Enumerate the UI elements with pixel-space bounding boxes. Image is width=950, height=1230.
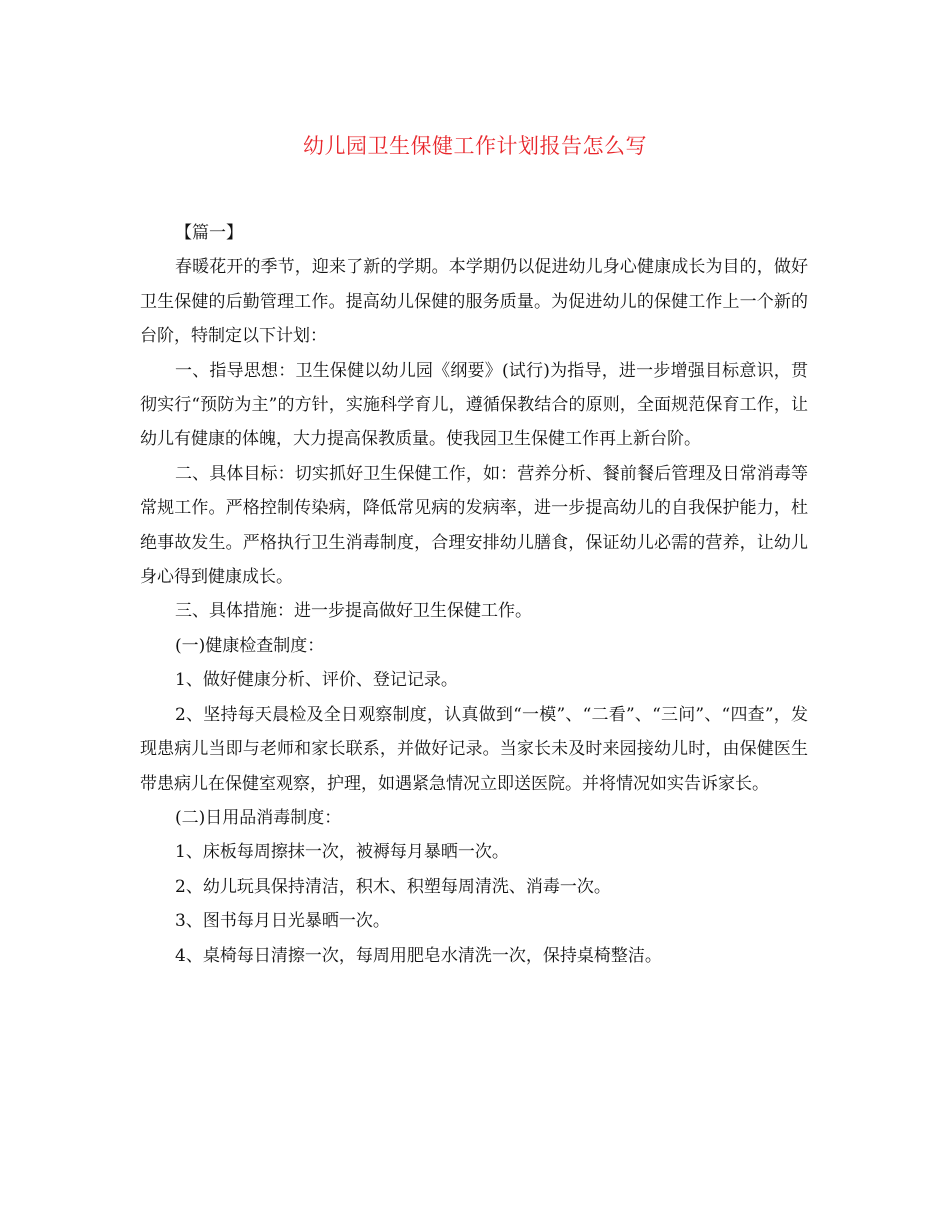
subheading-disinfection: (二)日用品消毒制度： — [175, 807, 342, 828]
list-item: 1、床板每周擦抹一次，被褥每月暴晒一次。 — [175, 842, 509, 863]
list-item: 2、坚持每天晨检及全日观察制度，认真做到“一模”、“二看”、“三问”、“四查”，发现患病儿当即与老师和家长联系，并做好记录。当家长未及时来园接幼儿时，由保健医生带患病儿在保健室观察，护理，如遇紧急情况立即送医院。并将情况如实告诉家长。 — [140, 704, 808, 794]
paragraph-guiding-ideology: 一、指导思想：卫生保健以幼儿园《纲要》(试行)为指导，进一步增强目标意识，贯彻实行“预防为主”的方针，实施科学育儿，遵循保教结合的原则，全面规范保育工作，让幼儿有健康的体魄，大力提高保教质量。使我园卫生保健工作再上新台阶。 — [140, 360, 808, 450]
subheading-health-check: (一)健康检查制度： — [175, 635, 325, 656]
document-body — [140, 216, 808, 973]
document-title: 幼儿园卫生保健工作计划报告怎么写 — [303, 134, 647, 158]
list-item: 4、桌椅每日清擦一次，每周用肥皂水清洗一次，保持桌椅整洁。 — [175, 945, 662, 966]
paragraph-specific-measures: 三、具体措施：进一步提高做好卫生保健工作。 — [175, 601, 532, 622]
list-item: 1、做好健康分析、评价、登记记录。 — [175, 670, 458, 691]
list-item: 2、幼儿玩具保持清洁，积木、积塑每周清洗、消毒一次。 — [175, 876, 611, 897]
section-heading: 【篇一】 — [175, 223, 243, 243]
paragraph-specific-goals: 二、具体目标：切实抓好卫生保健工作，如：营养分析、餐前餐后管理及日常消毒等常规工作。严格控制传染病，降低常见病的发病率，进一步提高幼儿的自我保护能力，杜绝事故发生。严格执行卫生消毒制度，合理安排幼儿膳食，保证幼儿必需的营养，让幼儿身心得到健康成长。 — [140, 463, 808, 588]
list-item: 3、图书每月日光暴晒一次。 — [175, 911, 390, 932]
paragraph-intro: 春暖花开的季节，迎来了新的学期。本学期仍以促进幼儿身心健康成长为目的，做好卫生保健的后勤管理工作。提高幼儿保健的服务质量。为促进幼儿的保健工作上一个新的台阶，特制定以下计划： — [140, 257, 808, 347]
